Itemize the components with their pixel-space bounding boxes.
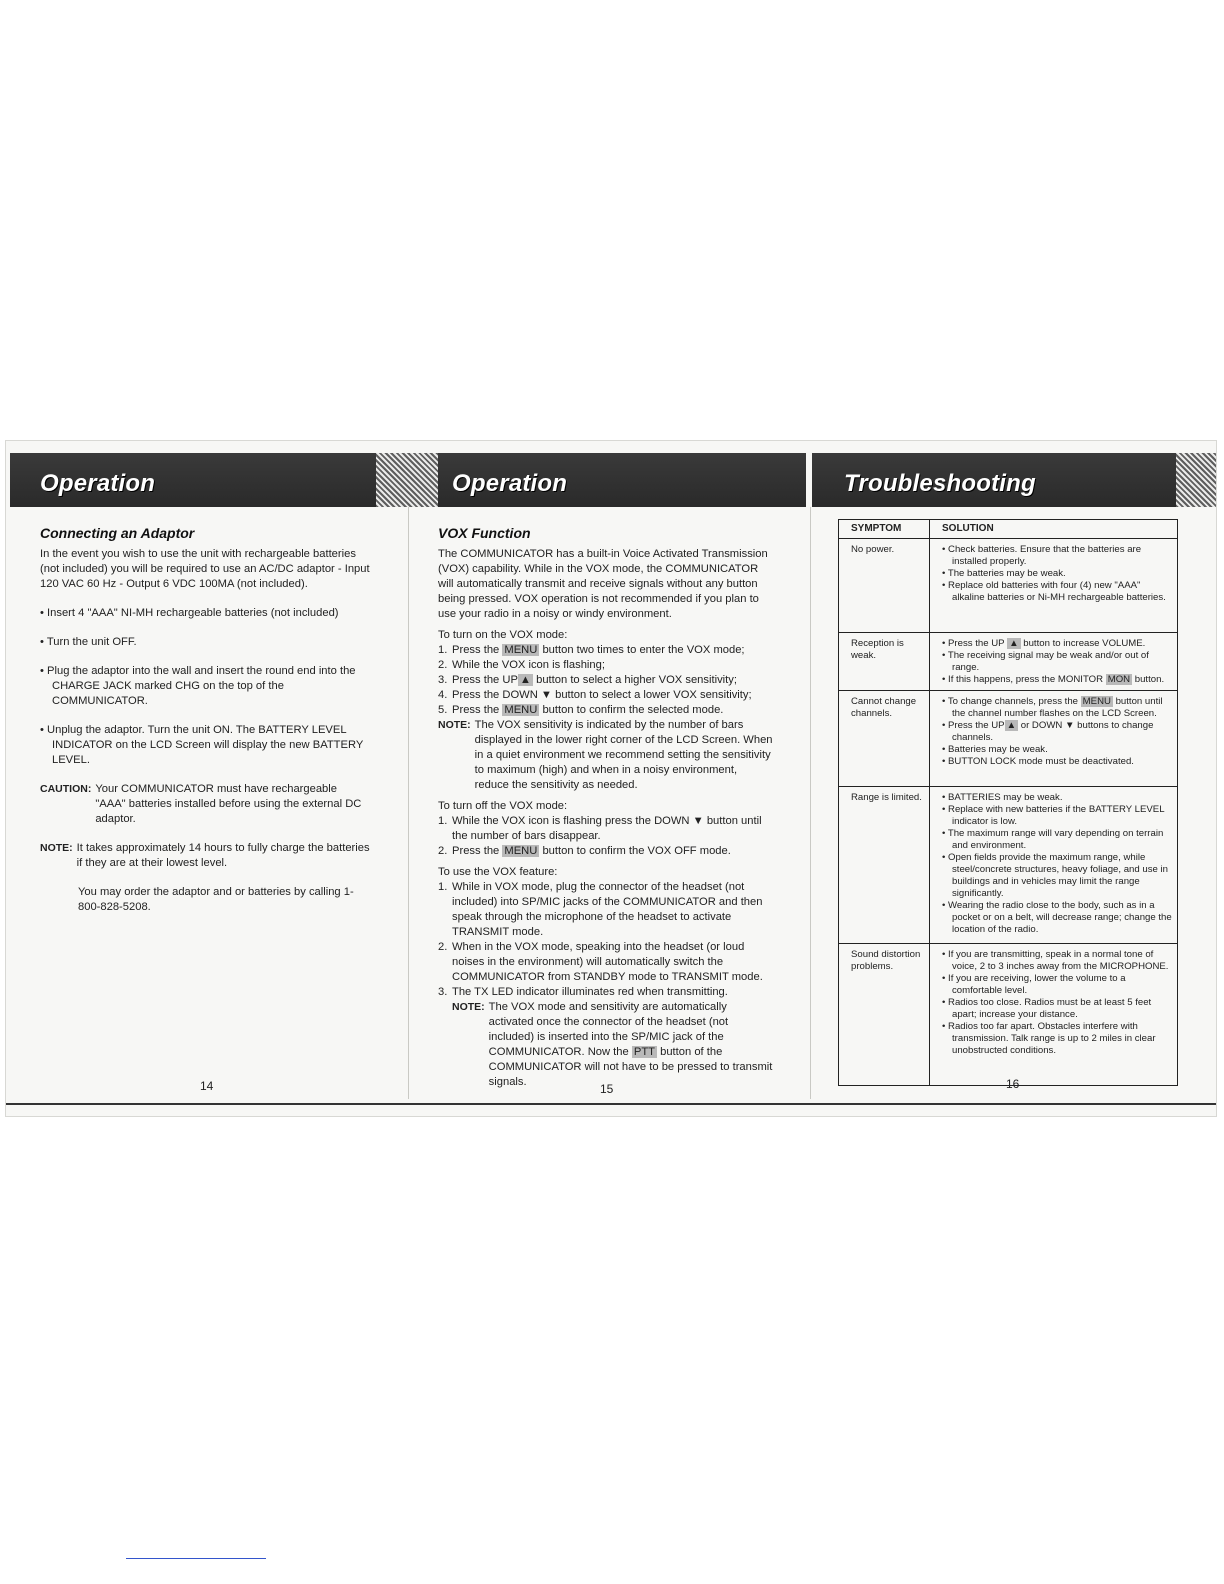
page-number: 15 [600, 1082, 614, 1096]
subheading: To use the VOX feature: [438, 866, 558, 878]
step: 4. Press the DOWN ▼ button to select a lower VOX sensitivity; [438, 689, 752, 701]
banner-title: Troubleshooting [844, 470, 1036, 497]
headset-note: NOTE: The VOX mode and sensitivity are automatically activated once the connector of the headset (not included) is inserted into the SP/MIC jack of the COMMUNICATOR. Now the PTT button of the COMMUNICATOR will not have to be pressed to transmit signals. [452, 1001, 773, 1088]
banner-page-15 [438, 453, 806, 507]
footnote-rule [126, 1558, 266, 1559]
symptom-cell: Range is limited. [839, 787, 930, 944]
page-divider [810, 507, 811, 1099]
charge-note: NOTE: It takes approximately 14 hours to fully charge the batteries if they are at their lowest level. [40, 842, 370, 869]
noise-pattern [376, 453, 440, 507]
step: 3. Press the UP ▲ button to select a higher VOX sensitivity; [438, 674, 737, 686]
step: 1. While in VOX mode, plug the connector of the headset (not included) into SP/MIC jacks of the COMMUNICATOR and then speak through the microphone of the headset to activate TRANSMIT mode. [438, 881, 763, 938]
step: 3. The TX LED indicator illuminates red when transmitting. [438, 986, 728, 998]
step: 2. While the VOX icon is flashing; [438, 659, 605, 671]
order-info: You may order the adaptor and or batteries by calling 1-800-828-5208. [78, 886, 354, 913]
page-number: 16 [1006, 1077, 1020, 1091]
table-header [839, 520, 1178, 539]
sensitivity-note: NOTE: The VOX sensitivity is indicated by the number of bars displayed in the lower right corner of the LCD Screen. When in a quiet environment we recommend setting the sensitivity to maximum (high) and when in a noisy environment, reduce the sensitivity as needed. [438, 719, 773, 791]
step: 1. Press the MENU button two times to enter the VOX mode; [438, 644, 745, 656]
down-arrow-icon: ▼ [1064, 720, 1075, 731]
table-row [839, 944, 1178, 1086]
symptom-cell: Cannot change channels. [839, 691, 930, 787]
step: 5. Press the MENU button to confirm the selected mode. [438, 704, 724, 716]
troubleshooting-table [838, 519, 1178, 1086]
paragraph: In the event you wish to use the unit with rechargeable batteries (not included) you will be required to use an AC/DC adaptor - Input 120 VAC 60 Hz - Output 6 VDC 100MA (not included). [40, 548, 370, 590]
column-header: SYMPTOM [839, 520, 930, 539]
table-row [839, 633, 1178, 691]
solution-cell: • If you are transmitting, speak in a normal tone of voice, 2 to 3 inches away from the MICROPHONE. • If you are receiving, lower the volume to a comfortable level. • Radios too close. Radios must be at least 5 feet apart; increase your distance. • Radios too far apart. Obstacles interfere with transmission. Talk range is up to 2 miles in clear unobstructed conditions. [930, 944, 1178, 1086]
page-15 [438, 525, 774, 1090]
up-arrow-icon: ▲ [519, 674, 531, 686]
page-14 [40, 525, 370, 915]
up-arrow-icon: ▲ [1006, 720, 1017, 731]
down-arrow-icon: ▼ [540, 689, 552, 701]
banner-page-16 [812, 453, 1176, 507]
solution-cell: • BATTERIES may be weak. • Replace with new batteries if the BATTERY LEVEL indicator is low. • The maximum range will vary depending on terrain and environment. • Open fields provide the maximum range, while steel/concrete structures, heavy foliage, and use in buildings and in vehicles may limit the range significantly. • Wearing the radio close to the body, such as in a pocket or on a belt, will decrease range; change the location of the radio. [930, 787, 1178, 944]
table-row [839, 539, 1178, 633]
step: 2. When in the VOX mode, speaking into the headset (or loud noises in the environment) will automatically switch the COMMUNICATOR from STANDBY mode to TRANSMIT mode. [438, 941, 763, 983]
column-header: SOLUTION [930, 520, 1178, 539]
step: 1. While the VOX icon is flashing press the DOWN ▼ button until the number of bars disappear. [438, 815, 762, 842]
up-arrow-icon: ▲ [1009, 638, 1019, 649]
list-item: • Plug the adaptor into the wall and insert the round end into the CHARGE JACK marked CHG on the top of the COMMUNICATOR. [40, 665, 356, 707]
banner-title: Operation [40, 470, 156, 497]
banner-title: Operation [452, 470, 568, 497]
subheading: To turn on the VOX mode: [438, 629, 568, 641]
subheading: To turn off the VOX mode: [438, 800, 568, 812]
down-arrow-icon: ▼ [692, 815, 704, 827]
solution-cell: • Check batteries. Ensure that the batteries are installed properly. • The batteries may be weak. • Replace old batteries with four (4) new "AAA" alkaline batteries or Ni-MH rechargeable batteries. [930, 539, 1178, 633]
page-16 [838, 519, 1178, 1086]
symptom-cell: Sound distortion problems. [839, 944, 930, 1086]
table-row [839, 691, 1178, 787]
solution-cell: • Press the UP ▲ button to increase VOLUME. • The receiving signal may be weak and/or out of range. • If this happens, press the MONITOR MON button. [930, 633, 1178, 691]
banner-page-14 [10, 453, 376, 507]
table-row [839, 787, 1178, 944]
step: 2. Press the MENU button to confirm the VOX OFF mode. [438, 845, 731, 857]
symptom-cell: Reception is weak. [839, 633, 930, 691]
noise-pattern [1176, 453, 1216, 507]
bottom-edge-line [6, 1103, 1216, 1105]
symptom-cell: No power. [839, 539, 930, 633]
page-divider [408, 507, 409, 1099]
list-item: • Insert 4 "AAA" NI-MH rechargeable batteries (not included) [40, 607, 339, 619]
solution-cell: • To change channels, press the MENU button until the channel number flashes on the LCD Screen. • Press the UP ▲ or DOWN ▼ buttons to change channels. • Batteries may be weak. • BUTTON LOCK mode must be deactivated. [930, 691, 1178, 787]
caution-note: CAUTION: Your COMMUNICATOR must have rechargeable "AAA" batteries installed before using the external DC adaptor. [40, 783, 362, 825]
list-item: • Unplug the adaptor. Turn the unit ON. The BATTERY LEVEL INDICATOR on the LCD Screen will display the new BATTERY LEVEL. [40, 724, 364, 766]
section-title: Connecting an Adaptor [40, 525, 195, 541]
manual-spread [6, 441, 1216, 1116]
paragraph: The COMMUNICATOR has a built-in Voice Activated Transmission (VOX) capability. While in the VOX mode, the COMMUNICATOR will automatically transmit and receive signals without any button being pressed. VOX operation is not recommended if you plan to use your radio in a noisy or windy environment. [438, 548, 768, 620]
list-item: • Turn the unit OFF. [40, 636, 137, 648]
section-title: VOX Function [438, 525, 531, 541]
page-number: 14 [200, 1079, 214, 1093]
